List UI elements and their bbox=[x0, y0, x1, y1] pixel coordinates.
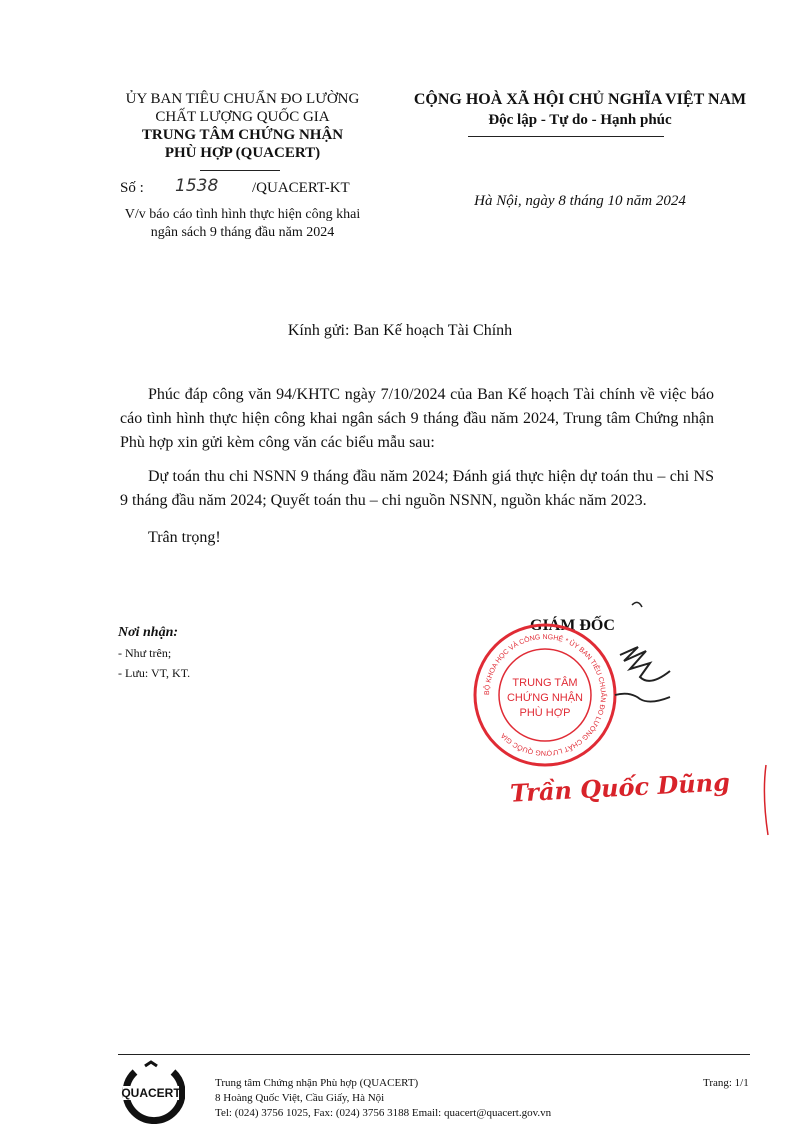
stamp-center-line-1: TRUNG TÂM bbox=[512, 677, 578, 689]
letter-body bbox=[120, 383, 714, 550]
footer-info bbox=[215, 1076, 655, 1121]
recipient-item-2: - Lưu: VT, KT. bbox=[118, 666, 191, 680]
scan-edge-marks bbox=[760, 760, 780, 850]
stamp-center-line-3: PHÙ HỢP bbox=[519, 707, 571, 719]
stamp-center-line-2: CHỨNG NHẬN bbox=[506, 692, 584, 704]
footer-address: 8 Hoàng Quốc Việt, Cầu Giấy, Hà Nội bbox=[215, 1092, 385, 1104]
agency-line-2: CHẤT LƯỢNG QUỐC GIA bbox=[155, 109, 330, 125]
recipient-item-1: - Như trên; bbox=[118, 646, 172, 660]
country-name: CỘNG HOÀ XÃ HỘI CHỦ NGHĨA VIỆT NAM bbox=[413, 91, 747, 108]
agency-underline bbox=[200, 170, 280, 171]
recipients-title: Nơi nhận: bbox=[118, 625, 179, 640]
closing-line: Trân trọng! bbox=[148, 529, 221, 546]
recipient-line: Kính gửi: Ban Kế hoạch Tài Chính bbox=[287, 322, 513, 339]
motto: Độc lập - Tự do - Hạnh phúc bbox=[488, 112, 672, 128]
footer-divider bbox=[118, 1054, 750, 1055]
page-indicator: Trang: 1/1 bbox=[703, 1077, 749, 1089]
body-paragraph-1: Phúc đáp công văn 94/KHTC ngày 7/10/2024 của Ban Kế hoạch Tài chính về việc báo cáo tình hình thực hiện công khai ngân sách 9 tháng đầu năm 2024, Trung tâm Chứng nhận Phù hợp xin gửi kèm công văn các biểu mẫu sau: bbox=[120, 386, 714, 451]
subject-line-2: ngân sách 9 tháng đầu năm 2024 bbox=[150, 225, 335, 240]
issuing-agency-block bbox=[95, 90, 390, 162]
document-number bbox=[120, 176, 410, 204]
date-place: Hà Nội, ngày 8 tháng 10 năm 2024 bbox=[474, 193, 686, 209]
stamp-ring-text: BỘ KHOA HỌC VÀ CÔNG NGHỆ * ỦY BAN TIÊU CHUẨN ĐO LƯỜNG CHẤT LƯỢNG QUỐC GIA bbox=[483, 633, 607, 757]
recipients-list bbox=[118, 623, 318, 683]
motto-underline bbox=[468, 136, 664, 137]
doc-number-suffix: /QUACERT-KT bbox=[252, 180, 350, 196]
footer-contact: Tel: (024) 3756 1025, Fax: (024) 3756 3188 Email: quacert@quacert.gov.vn bbox=[215, 1107, 552, 1119]
agency-line-3: TRUNG TÂM CHỨNG NHẬN bbox=[141, 127, 344, 143]
signer-name: Trần Quốc Dũng bbox=[509, 767, 731, 808]
signer-title: GIÁM ĐỐC bbox=[530, 617, 615, 634]
doc-number-prefix: Số : bbox=[120, 180, 144, 196]
doc-number-handwritten: 1538 bbox=[175, 176, 219, 196]
footer-org: Trung tâm Chứng nhận Phù hợp (QUACERT) bbox=[215, 1077, 419, 1089]
subject-block bbox=[95, 206, 390, 242]
quacert-logo bbox=[115, 1060, 185, 1124]
subject-line-1: V/v báo cáo tình hình thực hiện công khai bbox=[124, 207, 361, 222]
agency-line-1: ỦY BAN TIÊU CHUẨN ĐO LƯỜNG bbox=[125, 91, 360, 107]
agency-line-4: PHÙ HỢP (QUACERT) bbox=[164, 145, 321, 161]
logo-wordmark: QUACERT bbox=[121, 1086, 181, 1100]
body-paragraph-2: Dự toán thu chi NSNN 9 tháng đầu năm 2024; Đánh giá thực hiện dự toán thu – chi NS 9 tháng đầu năm 2024; Quyết toán thu – chi nguồn NSNN, nguồn khác năm 2023. bbox=[120, 468, 714, 509]
national-motto-block bbox=[395, 90, 765, 130]
handwritten-signature bbox=[560, 595, 680, 725]
